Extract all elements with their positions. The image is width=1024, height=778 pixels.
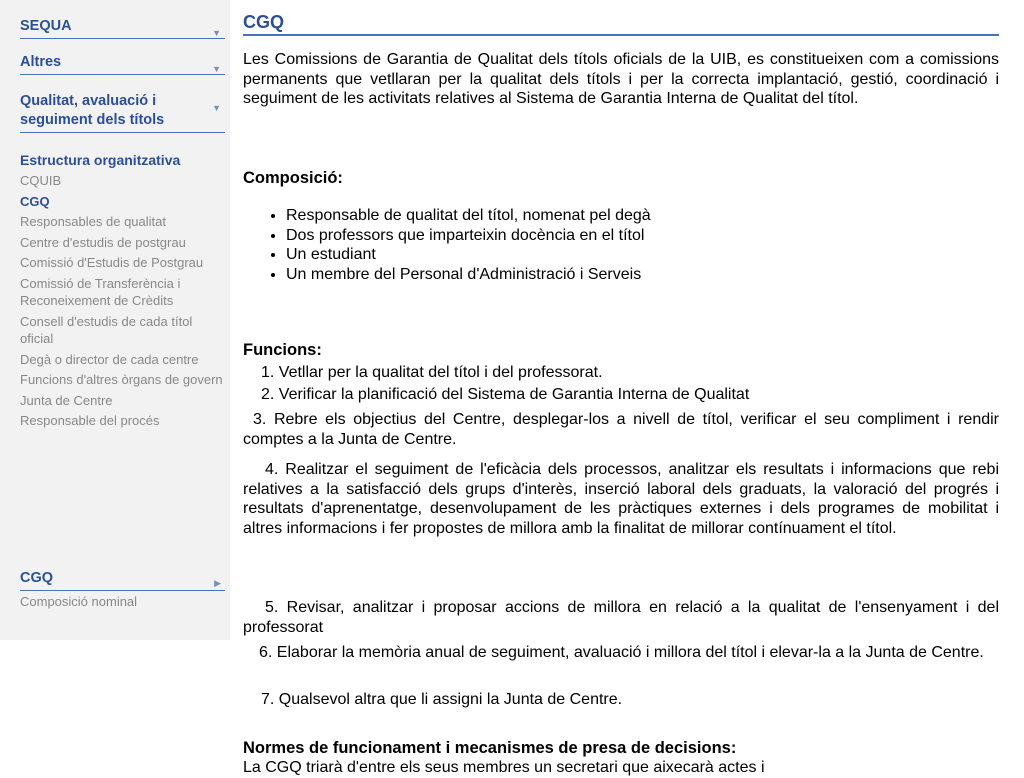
function-item: 2. Verificar la planificació del Sistema de Garantia Interna de Qualitat xyxy=(261,386,750,403)
list-item: • Responsable de qualitat del títol, nomenat pel degà xyxy=(286,206,1024,226)
norms-heading: Normes de funcionament i mecanismes de presa de decisions: xyxy=(243,739,737,757)
composition-list xyxy=(228,206,1024,284)
chevron-down-icon: ▼ xyxy=(212,103,221,113)
section-sequa[interactable] xyxy=(20,17,225,39)
nav-item-consell[interactable]: Consell d'estudis de cada títol oficial xyxy=(20,313,193,346)
cgq-list xyxy=(20,593,225,614)
structure-list xyxy=(20,172,225,433)
chevron-down-icon: ▼ xyxy=(212,28,221,38)
section-label: CGQ xyxy=(20,570,54,586)
nav-item-centre-postgrau[interactable]: Centre d'estudis de postgrau xyxy=(20,234,186,250)
nav-item-transferencia[interactable]: Comissió de Transferència i Reconeixement de Crèdits xyxy=(20,275,181,308)
nav-item-dega[interactable]: Degà o director de cada centre xyxy=(20,351,199,367)
nav-item-responsables[interactable]: Responsables de qualitat xyxy=(20,214,166,229)
function-item: 1. Vetllar per la qualitat del títol i del professorat. xyxy=(261,364,603,381)
chevron-down-icon: ▼ xyxy=(212,64,221,74)
function-item: 6. Elaborar la memòria anual de seguiment, avaluació i millora del títol i elevar-la a la Junta de Centre. xyxy=(259,644,984,661)
nav-item-funcions[interactable]: Funcions d'altres òrgans de govern xyxy=(20,372,223,387)
nav-item-junta[interactable]: Junta de Centre xyxy=(20,392,113,408)
nav-item-comissio-postgrau[interactable]: Comissió d'Estudis de Postgrau xyxy=(20,255,204,270)
composition-heading: Composició: xyxy=(243,169,343,187)
list-item: • Dos professors que imparteixin docència en el títol xyxy=(286,226,1024,246)
section-qualitat[interactable] xyxy=(20,92,225,133)
structure-title: Estructura organitzativa xyxy=(20,152,181,168)
function-item: 4. Realitzar el seguiment de l'eficàcia dels processos, analitzar els resultats i informacions que rebi relatives a la satisfacció dels grups d'interès, inserció laboral dels graduats, la valoració del progrés i resultats d'aprenentatge, desenvolupament de les pràctiques externes i dels programes de mobilitat i altres informacions i fer propostes de millora amb la finalitat de millorar contínuament el títol. xyxy=(243,461,999,537)
nav-item-composicio-nominal[interactable]: Composició nominal xyxy=(20,594,138,609)
section-label: Qualitat, avaluació i seguiment dels títols xyxy=(20,93,165,128)
section-label: Altres xyxy=(20,54,62,70)
nav-item-cgq[interactable]: CGQ xyxy=(20,193,50,209)
section-cgq[interactable] xyxy=(20,569,225,591)
section-label: SEQUA xyxy=(20,18,72,34)
function-item: 5. Revisar, analitzar i proposar accions de millora en relació a la qualitat de l'ensenyament i del professorat xyxy=(243,599,999,636)
intro-paragraph: Les Comissions de Garantia de Qualitat dels títols oficials de la UIB, es constitueixen com a comissions permanents que vetllaran per la qualitat dels títols i per la correcta implantació, gestió, coordinació i seguiment de les activitats relatives al Sistema de Garantia Interna de Qualitat del títol. xyxy=(243,51,999,107)
page-title: CGQ xyxy=(243,10,999,36)
sidebar xyxy=(0,0,230,768)
nav-item-cquib[interactable]: CQUIB xyxy=(20,173,62,188)
function-item: 7. Qualsevol altra que li assigni la Junta de Centre. xyxy=(261,691,623,708)
function-item: 3. Rebre els objectius del Centre, desplegar-los a nivell de títol, verificar el seu compliment i rendir comptes a la Junta de Centre. xyxy=(243,411,999,448)
norms-paragraph: La CGQ triarà d'entre els seus membres un secretari que aixecarà actes i xyxy=(243,759,765,776)
list-item: • Un membre del Personal d'Administració i Serveis xyxy=(286,265,1024,285)
chevron-right-icon: ▶ xyxy=(214,578,221,588)
nav-item-responsable-proces[interactable]: Responsable del procés xyxy=(20,413,160,428)
section-altres[interactable] xyxy=(20,53,225,75)
functions-heading: Funcions: xyxy=(243,341,322,359)
list-item: • Un estudiant xyxy=(286,245,1024,265)
